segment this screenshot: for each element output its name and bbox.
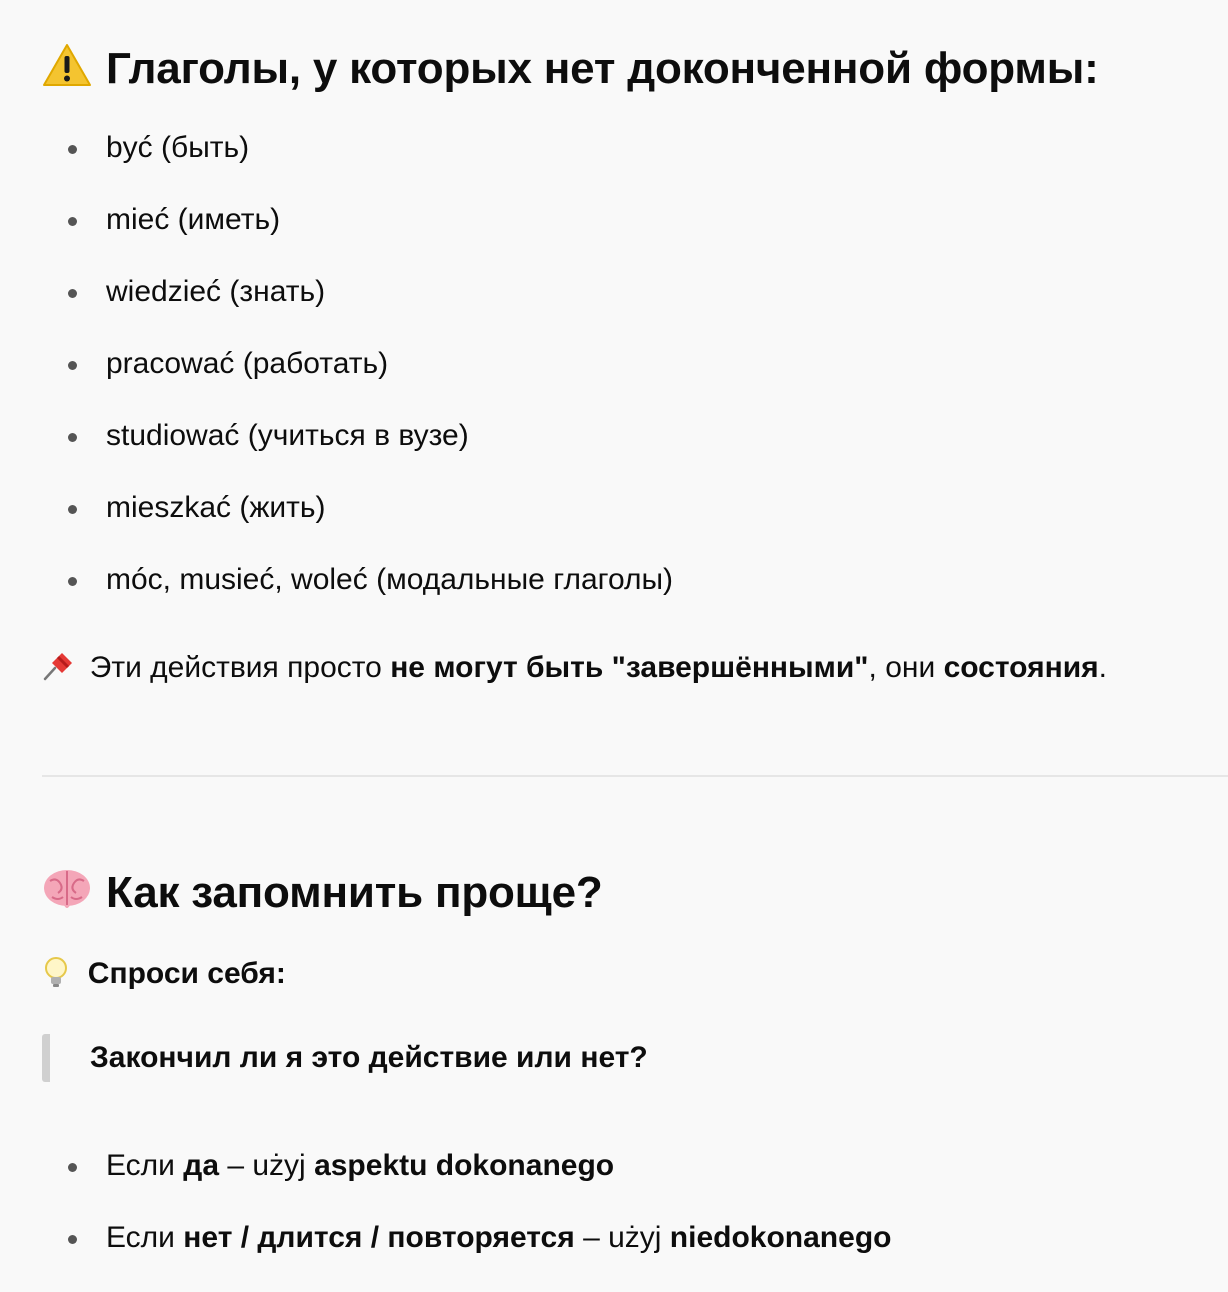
note-text-2: , они [868, 651, 944, 684]
rule-text: – użyj [574, 1221, 670, 1254]
rule-bold: да [183, 1149, 220, 1182]
note-bold-2: состояния [943, 651, 1099, 684]
section-heading-remember [42, 867, 603, 919]
list-item: studiować (учиться в вузе) [66, 418, 673, 454]
verb-list [66, 130, 673, 634]
rule-text: – użyj [219, 1149, 315, 1182]
list-item: mieć (иметь) [66, 202, 673, 238]
rule-bold: aspektu dokonanego [314, 1149, 615, 1182]
section-heading-text: Как запомнить проще? [106, 868, 603, 917]
section-heading-text: Глаголы, у которых нет доконченной формы: [106, 44, 1099, 93]
pinned-note [42, 650, 1107, 686]
list-item: być (быть) [66, 130, 673, 166]
blockquote-text: Закончил ли я это действие или нет? [90, 1041, 648, 1074]
note-bold-1: не могут быть "завершёнными" [390, 651, 869, 684]
rule-text: Если [106, 1221, 184, 1254]
blockquote [42, 1034, 648, 1082]
horizontal-divider [42, 775, 1228, 777]
warning-icon [42, 43, 92, 95]
list-item: wiedzieć (знать) [66, 274, 673, 310]
ask-yourself-text: Спроси себя: [87, 957, 286, 990]
rule-bold: niedokonanego [669, 1221, 892, 1254]
section-heading-no-perfective [42, 43, 1099, 95]
brain-icon [42, 867, 92, 919]
pushpin-icon [42, 652, 82, 683]
rule-list [66, 1148, 891, 1292]
list-item: mieszkać (жить) [66, 490, 673, 526]
note-text-1: Эти действия просто [89, 651, 391, 684]
rule-text: Если [106, 1149, 184, 1182]
list-item: pracować (работать) [66, 346, 673, 382]
lightbulb-icon [42, 958, 78, 989]
rule-bold: нет / длится / повторяется [183, 1221, 575, 1254]
list-item: móc, musieć, woleć (модальные глаголы) [66, 562, 673, 598]
list-item [66, 1220, 891, 1256]
ask-yourself-label [42, 956, 286, 992]
note-text-3: . [1098, 651, 1108, 684]
list-item [66, 1148, 891, 1184]
